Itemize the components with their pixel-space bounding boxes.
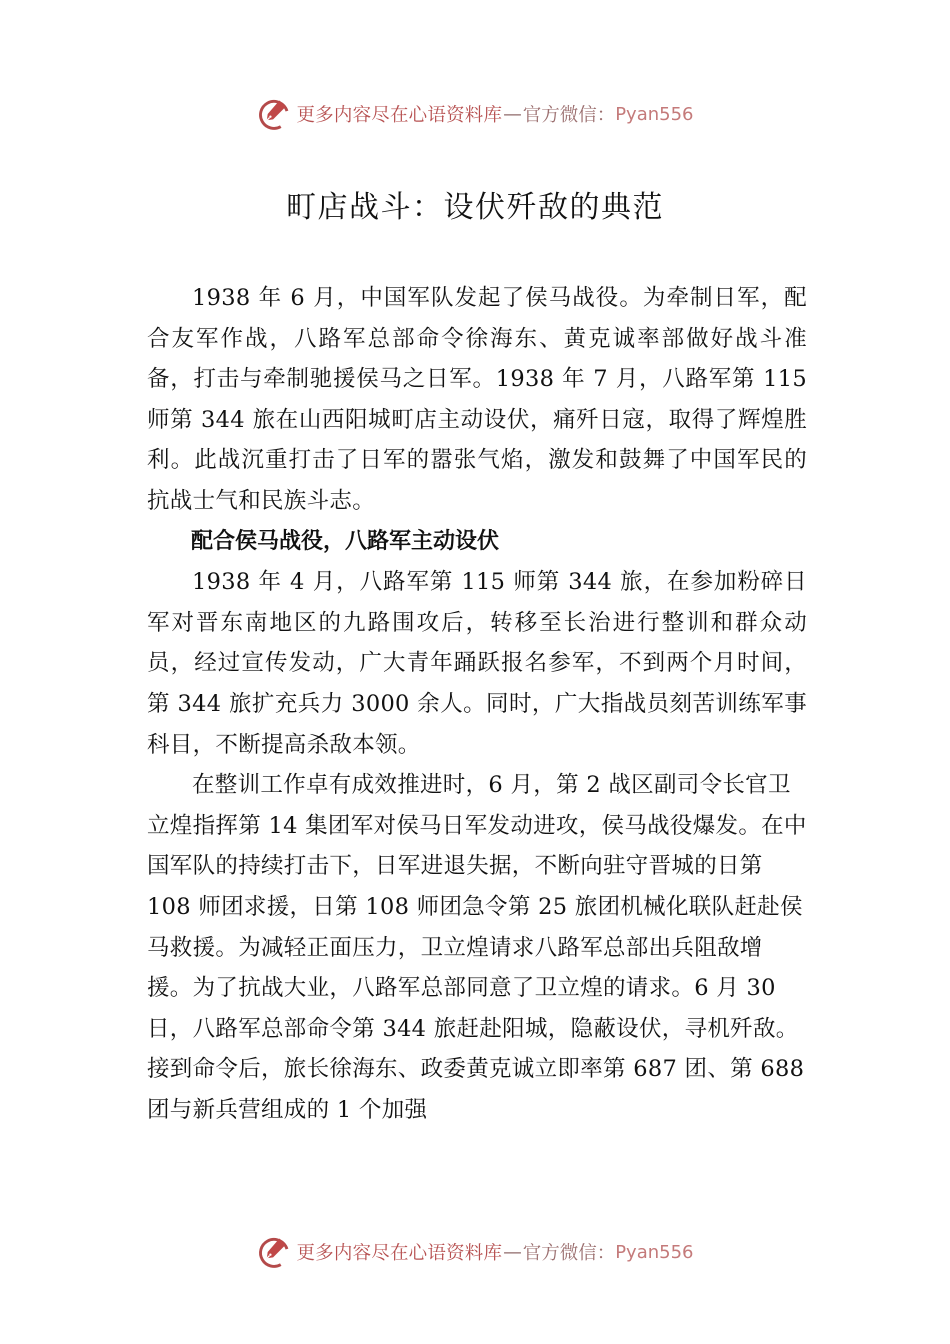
pen-logo-icon (256, 1234, 292, 1270)
watermark-header (0, 94, 950, 134)
watermark-text: 更多内容尽在心语资料库 (296, 105, 503, 126)
document-title: 町店战斗：设伏歼敌的典范 (286, 190, 664, 225)
watermark-text: 更多内容尽在心语资料库 (296, 1243, 503, 1264)
document-body (147, 278, 807, 1130)
watermark-separator: — (503, 103, 522, 125)
watermark-wechat-id: Pyan556 (615, 103, 694, 125)
watermark-separator: — (503, 1241, 522, 1263)
watermark-wechat-label: 官方微信： (522, 1243, 616, 1264)
watermark-footer (0, 1232, 950, 1272)
watermark-wechat-id: Pyan556 (615, 1241, 694, 1263)
section-heading: 配合侯马战役，八路军主动设伏 (191, 528, 500, 554)
pen-logo-icon (256, 96, 292, 132)
intro-paragraph: 1938 年 6 月，中国军队发起了侯马战役。为牵制日军，配合友军作战，八路军总部命令徐海东、黄克诚率部做好战斗准备，打击与牵制驰援侯马之日军。1938 年 7 月，八路军第 115 师第 344 旅在山西阳城町店主动设伏，痛歼日寇，取得了辉煌胜利。此战沉重打击了日军的嚣张气焰，激发和鼓舞了中国军民的抗战士气和民族斗志。 (147, 285, 807, 514)
section-paragraph: 在整训工作卓有成效推进时，6 月，第 2 战区副司令长官卫立煌指挥第 14 集团军对侯马日军发动进攻，侯马战役爆发。在中国军队的持续打击下，日军进退失据，不断向驻守晋城的日第 108 师团求援，日第 108 师团急令第 25 旅团机械化联队赶赴侯马救援。为减轻正面压力，卫立煌请求八路军总部出兵阻敌增援。为了抗战大业，八路军总部同意了卫立煌的请求。6 月 30 日，八路军总部命令第 344 旅赶赴阳城，隐蔽设伏，寻机歼敌。接到命令后，旅长徐海东、政委黄克诚立即率第 687 团、第 688 团与新兵营组成的 1 个加强 (147, 772, 807, 1123)
section-paragraph: 1938 年 4 月，八路军第 115 师第 344 旅，在参加粉碎日军对晋东南地区的九路围攻后，转移至长治进行整训和群众动员，经过宣传发动，广大青年踊跃报名参军，不到两个月时间，第 344 旅扩充兵力 3000 余人。同时，广大指战员刻苦训练军事科目，不断提高杀敌本领。 (147, 569, 807, 758)
watermark-wechat-label: 官方微信： (522, 105, 616, 126)
